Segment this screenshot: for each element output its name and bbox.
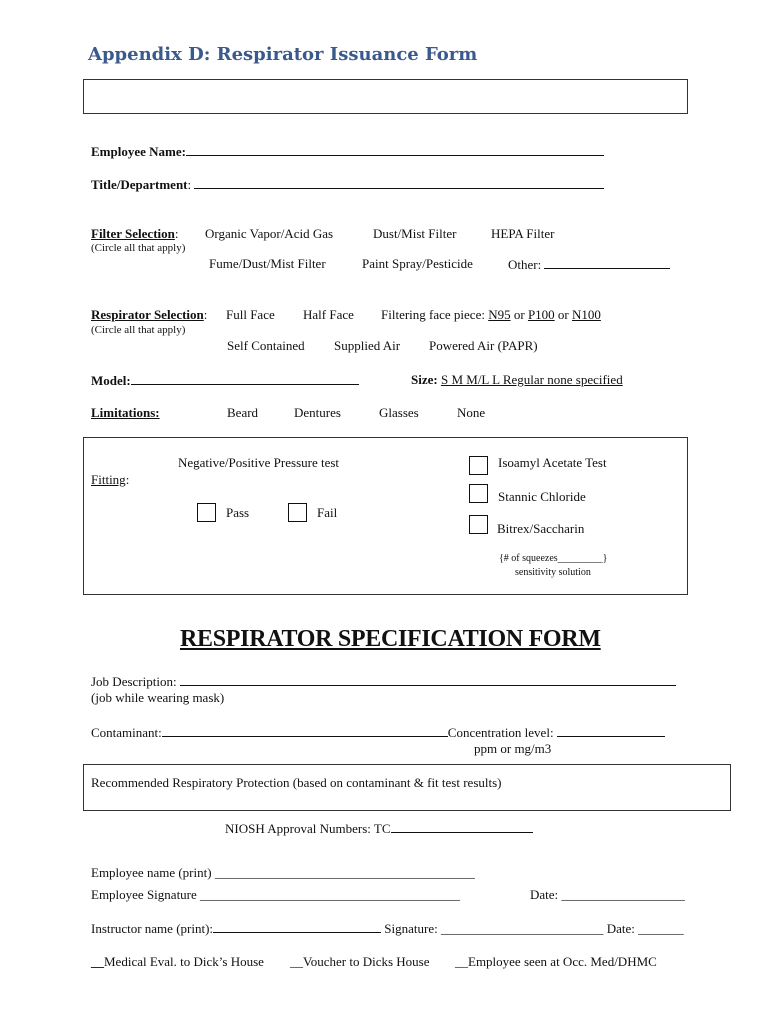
limitation-none[interactable]: None [457, 405, 486, 420]
filter-selection-note: (Circle all that apply) [91, 242, 186, 254]
size-options[interactable]: S M M/L L Regular none specified [440, 372, 623, 387]
stannic-checkbox[interactable] [469, 484, 488, 503]
respirator-option-papr[interactable]: Powered Air (PAPR) [429, 338, 538, 353]
employee-print-field[interactable]: Employee name (print) ________________________________________ [91, 865, 475, 880]
limitations-label: Limitations: [91, 405, 160, 420]
filtering-prefix: Filtering face piece: [381, 307, 485, 322]
employee-name-row [91, 143, 604, 160]
page-title: Appendix D: Respirator Issuance Form [88, 44, 478, 65]
respirator-selection-colon: : [203, 307, 208, 322]
employee-name-field[interactable] [186, 143, 604, 156]
instructor-field[interactable] [213, 920, 381, 933]
pass-label: Pass [226, 505, 250, 520]
niosh-row [225, 820, 533, 837]
voucher-item[interactable]: __Voucher to Dicks House [290, 954, 430, 969]
sensitivity-label: sensitivity solution [515, 567, 591, 578]
niosh-label: NIOSH Approval Numbers: TC [225, 821, 391, 836]
respirator-selection-label-row [91, 307, 207, 323]
model-label: Model: [91, 373, 131, 388]
np-test-label: Negative/Positive Pressure test [178, 455, 340, 470]
filter-option-organic[interactable]: Organic Vapor/Acid Gas [205, 226, 334, 241]
recommended-label: Recommended Respiratory Protection (based on contaminant & fit test results) [91, 775, 502, 790]
bitrex-label: Bitrex/Saccharin [497, 521, 585, 536]
filter-option-other [508, 256, 670, 273]
or-text-2: or [557, 307, 569, 322]
filter-other-label: Other: [508, 257, 542, 272]
job-description-field[interactable] [180, 673, 676, 686]
contaminant-row [91, 724, 665, 741]
header-input-box[interactable] [83, 79, 688, 114]
respirator-option-half-face[interactable]: Half Face [303, 307, 354, 322]
instructor-signature-date[interactable]: Signature: _________________________ Date: _______ [381, 921, 684, 936]
fitting-label-row [91, 472, 129, 488]
option-p100[interactable]: P100 [527, 307, 555, 322]
title-department-field[interactable] [194, 176, 604, 189]
medical-eval-blank: __ [91, 954, 104, 969]
concentration-field[interactable] [557, 724, 665, 737]
filter-selection-colon: : [174, 226, 179, 241]
medical-eval-item[interactable] [91, 954, 264, 970]
bitrex-checkbox[interactable] [469, 515, 488, 534]
isoamyl-label: Isoamyl Acetate Test [498, 455, 607, 470]
respirator-selection-note: (Circle all that apply) [91, 324, 186, 336]
filter-selection-label-row [91, 226, 179, 242]
respirator-option-self-contained[interactable]: Self Contained [227, 338, 305, 353]
respirator-option-supplied-air[interactable]: Supplied Air [334, 338, 401, 353]
employee-name-label: Employee Name: [91, 144, 186, 159]
limitation-dentures[interactable]: Dentures [294, 405, 341, 420]
concentration-units: ppm or mg/m3 [474, 741, 552, 756]
isoamyl-checkbox[interactable] [469, 456, 488, 475]
employee-signature-field[interactable]: Employee Signature ________________________________________ [91, 887, 461, 902]
model-field[interactable] [131, 372, 359, 385]
fail-label: Fail [317, 505, 338, 520]
filter-option-hepa[interactable]: HEPA Filter [491, 226, 555, 241]
job-description-row [91, 673, 676, 690]
job-description-label: Job Description: [91, 674, 177, 689]
medical-eval-label: Medical Eval. to Dick’s House [104, 954, 264, 969]
option-n95[interactable]: N95 [488, 307, 511, 322]
or-text-1: or [513, 307, 525, 322]
spec-form-title: RESPIRATOR SPECIFICATION FORM [180, 626, 601, 652]
filter-selection-label: Filter Selection [91, 226, 175, 241]
contaminant-field[interactable] [162, 724, 448, 737]
respirator-selection-label: Respirator Selection [91, 307, 204, 322]
employee-seen-item[interactable]: __Employee seen at Occ. Med/DHMC [455, 954, 657, 969]
niosh-field[interactable] [391, 820, 533, 833]
title-department-label: Title/Department [91, 177, 188, 192]
concentration-label: Concentration level: [447, 725, 554, 740]
model-row [91, 372, 359, 389]
filter-option-paint[interactable]: Paint Spray/Pesticide [362, 256, 473, 271]
stannic-label: Stannic Chloride [498, 489, 586, 504]
respirator-option-full-face[interactable]: Full Face [226, 307, 275, 322]
instructor-label: Instructor name (print): [91, 921, 214, 936]
squeezes-field[interactable]: {# of squeezes_________} [499, 553, 608, 564]
contaminant-label: Contaminant: [91, 725, 162, 740]
job-description-note: (job while wearing mask) [91, 690, 225, 705]
title-department-row [91, 176, 604, 193]
filter-option-dust-mist[interactable]: Dust/Mist Filter [373, 226, 457, 241]
fail-checkbox[interactable] [288, 503, 307, 522]
filter-option-fume[interactable]: Fume/Dust/Mist Filter [209, 256, 326, 271]
size-label: Size: [411, 372, 438, 387]
fitting-colon: : [125, 472, 130, 487]
fitting-label: Fitting [91, 472, 126, 487]
instructor-row [91, 920, 684, 937]
option-n100[interactable]: N100 [572, 307, 601, 322]
filter-other-field[interactable] [544, 256, 670, 269]
limitation-glasses[interactable]: Glasses [379, 405, 419, 420]
size-row [411, 372, 623, 388]
employee-date-field[interactable]: Date: ___________________ [530, 887, 685, 902]
pass-checkbox[interactable] [197, 503, 216, 522]
limitation-beard[interactable]: Beard [227, 405, 259, 420]
respirator-option-filtering [381, 307, 601, 323]
title-department-colon: : [187, 177, 192, 192]
